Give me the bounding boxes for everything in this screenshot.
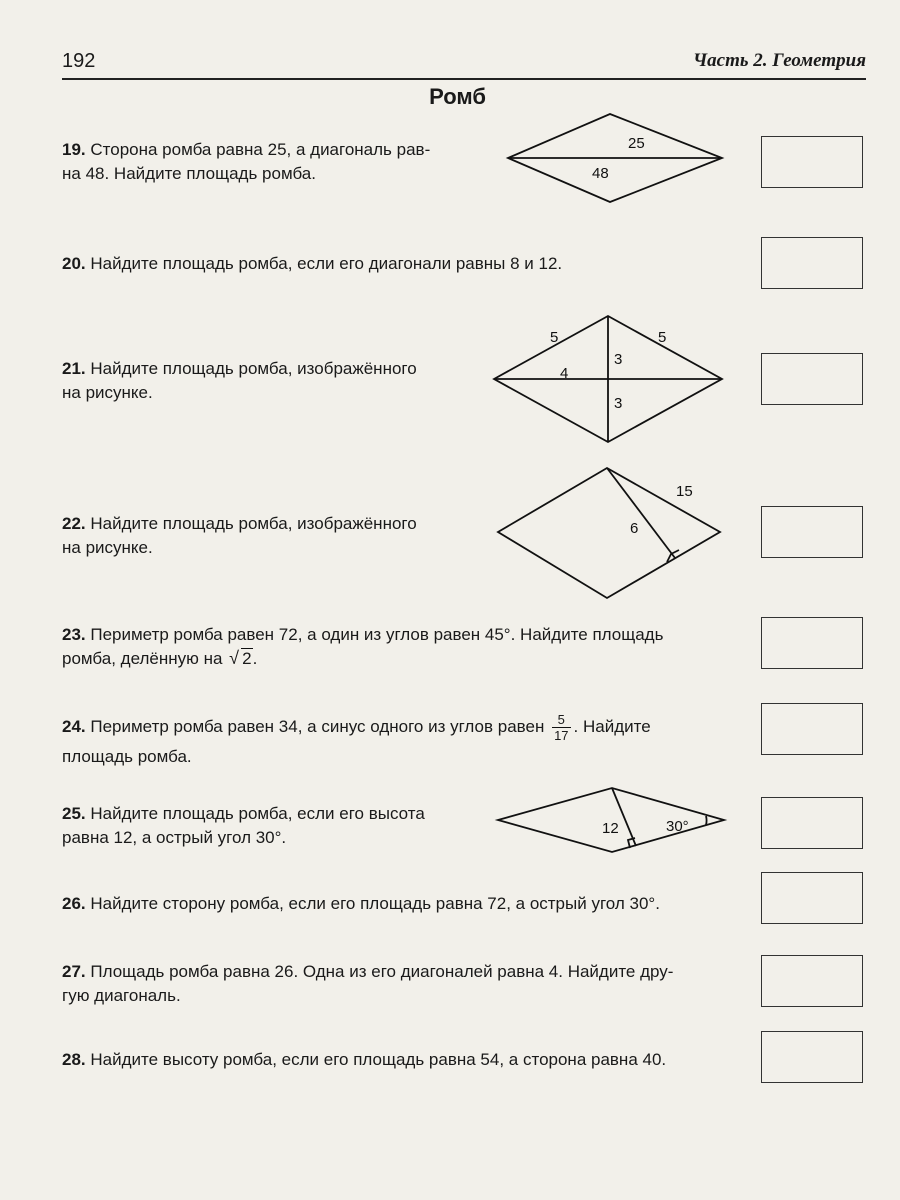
problem-27 <box>62 960 673 1008</box>
rhombus-figure-19 <box>500 110 740 210</box>
answer-box-23[interactable] <box>761 617 863 669</box>
answer-box-22[interactable] <box>761 506 863 558</box>
problem-24 <box>62 712 651 769</box>
problem-text: Найдите площадь ромба, если его диагонали равны 8 и 12. <box>90 254 563 273</box>
problem-text: Площадь ромба равна 26. Одна из его диагоналей равна 4. Найдите дру- <box>90 962 674 981</box>
problem-23 <box>62 623 663 671</box>
problem-number: 20. <box>62 254 86 273</box>
answer-box-27[interactable] <box>761 955 863 1007</box>
problem-text: Периметр ромба равен 72, а один из углов равен 45°. Найдите площадь <box>90 625 664 644</box>
problem-text: Найдите площадь ромба, изображённого <box>90 359 417 378</box>
problem-number: 26. <box>62 894 86 913</box>
problem-text: Найдите высоту ромба, если его площадь равна 54, а сторона равна 40. <box>90 1050 667 1069</box>
half-diagonal-top-label: 3 <box>614 351 623 368</box>
answer-box-21[interactable] <box>761 353 863 405</box>
half-diagonal-bottom-label: 3 <box>614 395 623 412</box>
problem-text: равна 12, а острый угол 30°. <box>62 828 287 847</box>
problem-number: 28. <box>62 1050 86 1069</box>
half-diagonal-h-label: 4 <box>560 365 569 382</box>
fraction <box>552 712 570 743</box>
problem-25 <box>62 802 425 850</box>
answer-box-28[interactable] <box>761 1031 863 1083</box>
problem-number: 24. <box>62 716 86 736</box>
problem-text: Найдите площадь ромба, если его высота <box>90 804 425 823</box>
problem-number: 22. <box>62 514 86 533</box>
problem-text: Найдите площадь ромба, изображённого <box>90 514 417 533</box>
problem-20 <box>62 252 562 276</box>
height-label: 6 <box>630 520 639 537</box>
fraction-denominator: 17 <box>554 728 569 743</box>
section-title: Ромб <box>429 84 486 109</box>
side-label: 15 <box>676 483 693 500</box>
problem-26 <box>62 892 660 916</box>
problem-number: 25. <box>62 804 86 823</box>
rhombus-figure-22 <box>490 462 730 606</box>
height-label: 12 <box>602 820 619 837</box>
problem-number: 23. <box>62 625 86 644</box>
angle-label: 30° <box>666 818 689 835</box>
problem-text: Найдите сторону ромба, если его площадь равна 72, а острый угол 30°. <box>90 894 660 913</box>
sqrt-value: 2 <box>242 649 252 668</box>
problem-text: на рисунке. <box>62 538 153 557</box>
side-right-label: 5 <box>658 329 667 346</box>
problem-21 <box>62 357 417 405</box>
problem-19 <box>62 138 430 186</box>
side-label: 25 <box>628 135 645 152</box>
problem-text: гую диагональ. <box>62 986 181 1005</box>
problem-text: на 48. Найдите площадь ромба. <box>62 164 316 183</box>
problem-text: . Найдите <box>573 716 651 736</box>
problem-text: Сторона ромба равна 25, а диагональ рав- <box>90 140 431 159</box>
answer-box-26[interactable] <box>761 872 863 924</box>
diagonal-label: 48 <box>592 165 609 182</box>
problem-text: на рисунке. <box>62 383 153 402</box>
running-head: Часть 2. Геометрия <box>692 50 866 71</box>
problem-number: 21. <box>62 359 86 378</box>
problem-text: площадь ромба. <box>62 747 192 766</box>
sqrt-symbol <box>229 647 252 671</box>
problem-number: 19. <box>62 140 86 159</box>
problem-28 <box>62 1048 666 1072</box>
answer-box-24[interactable] <box>761 703 863 755</box>
problem-text: ромба, делённую на <box>62 649 228 668</box>
answer-box-19[interactable] <box>761 136 863 188</box>
rhombus-figure-25 <box>494 782 734 856</box>
rhombus-figure-21 <box>490 310 730 450</box>
page-number: 192 <box>62 50 96 72</box>
fraction-numerator: 5 <box>552 712 570 728</box>
page-header <box>62 46 866 80</box>
problem-text: . <box>252 649 258 668</box>
problem-number: 27. <box>62 962 86 981</box>
answer-box-25[interactable] <box>761 797 863 849</box>
problem-text: Периметр ромба равен 34, а синус одного из углов равен <box>90 716 550 736</box>
answer-box-20[interactable] <box>761 237 863 289</box>
side-left-label: 5 <box>550 329 559 346</box>
problem-22 <box>62 512 417 560</box>
